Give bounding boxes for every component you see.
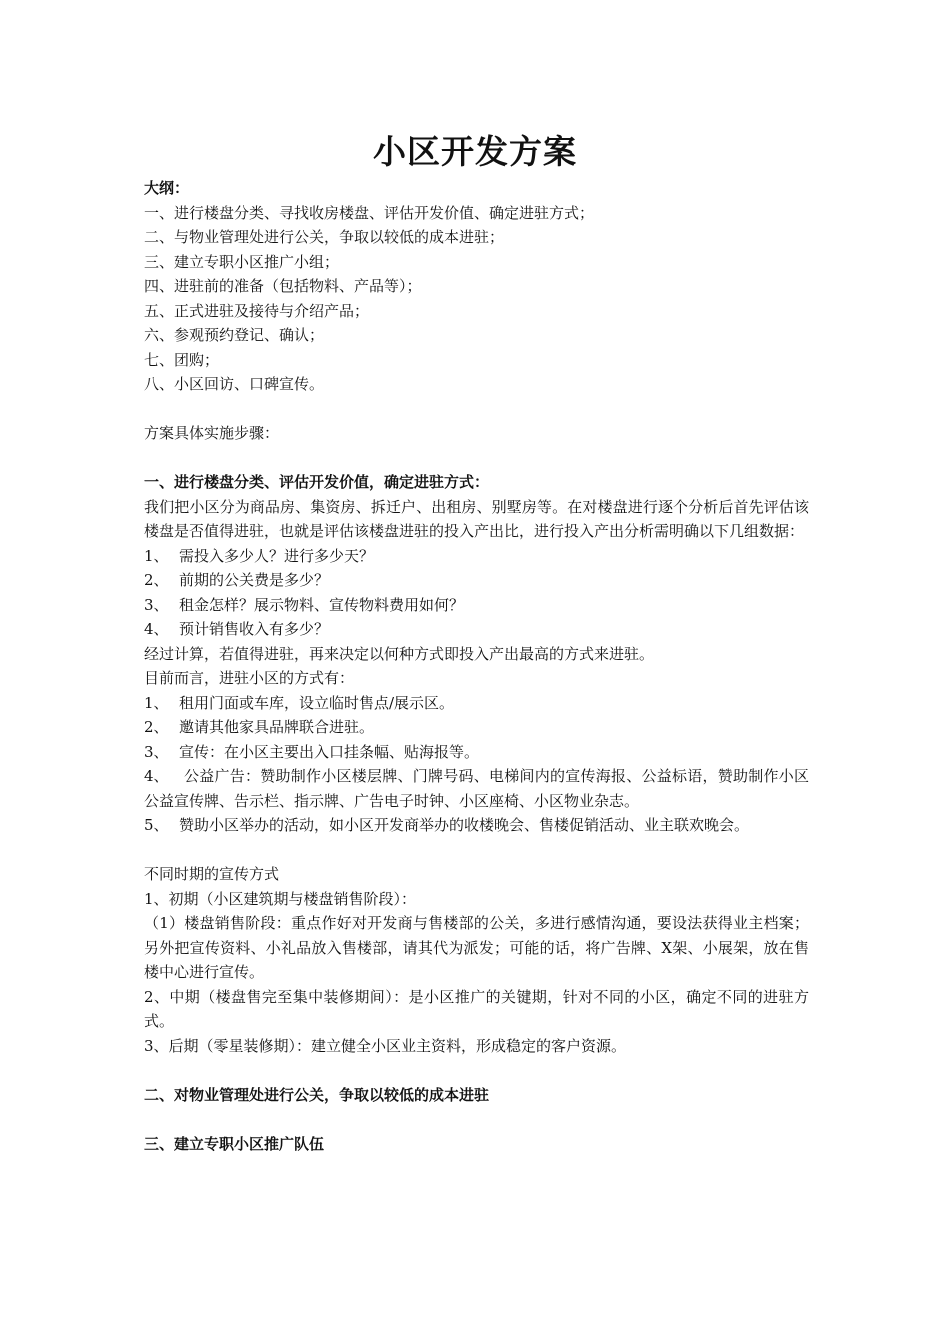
period-early: 1、初期（小区建筑期与楼盘销售阶段）： (144, 889, 417, 908)
question-text: 前期的公关费是多少？ (179, 571, 330, 589)
spacer (144, 838, 809, 863)
section-1-heading: 一、进行楼盘分类、评估开发价值，确定进驻方式： (144, 473, 490, 491)
periods-heading: 不同时期的宣传方式 (144, 865, 280, 883)
period-early-detail: （1）楼盘销售阶段：重点作好对开发商与售楼部的公关，多进行感情沟通，要设法获得业主档案；另外把宣传资料、小礼品放入售楼部，请其代为派发；可能的话，将广告牌、X架、小展架，放在售楼中心进行宣传。 (144, 914, 809, 981)
steps-intro: 方案具体实施步骤： (144, 424, 280, 442)
method-number: 2、 (144, 718, 169, 736)
outline-item: 四、进驻前的准备（包括物料、产品等）； (144, 277, 422, 295)
outline-item: 三、建立专职小区推广小组； (144, 252, 340, 271)
question-number: 2、 (144, 571, 169, 589)
outline-heading: 大纲： (144, 179, 190, 197)
method-number: 1、 (144, 693, 169, 712)
spacer (144, 1107, 809, 1132)
outline-item: 一、进行楼盘分类、寻找收房楼盘、评估开发价值、确定进驻方式； (144, 203, 595, 222)
question-item (144, 568, 809, 593)
methods-intro: 目前而言，进驻小区的方式有： (144, 669, 355, 687)
method-text: 赞助小区举办的活动，如小区开发商举办的收楼晚会、售楼促销活动、业主联欢晚会。 (179, 816, 750, 834)
outline-item: 二、与物业管理处进行公关，争取以较低的成本进驻； (144, 228, 505, 246)
method-item (144, 813, 809, 838)
method-item (144, 715, 809, 740)
question-text: 需投入多少人？进行多少天？ (179, 546, 375, 565)
method-item (144, 691, 809, 716)
document-body (144, 176, 809, 1156)
question-text: 预计销售收入有多少？ (179, 620, 330, 638)
document-title: 小区开发方案 (373, 132, 577, 171)
method-number: 3、 (144, 742, 169, 761)
question-item (144, 593, 809, 618)
method-number: 5、 (144, 816, 169, 834)
section-1-conclusion: 经过计算，若值得进驻，再来决定以何种方式即投入产出最高的方式来进驻。 (144, 644, 655, 663)
method-text: 邀请其他家具品牌联合进驻。 (179, 718, 375, 736)
period-late: 3、后期（零星装修期）：建立健全小区业主资料，形成稳定的客户资源。 (144, 1036, 627, 1055)
question-text: 租金怎样？展示物料、宣传物料费用如何？ (179, 595, 465, 614)
period-middle: 2、中期（楼盘售完至集中装修期间）：是小区推广的关键期，针对不同的小区，确定不同的进驻方式。 (144, 987, 809, 1030)
spacer (144, 446, 809, 471)
method-item (144, 740, 809, 765)
outline-item: 八、小区回访、口碑宣传。 (144, 375, 325, 393)
method-item (144, 764, 809, 813)
method-number: 4、 (144, 767, 169, 785)
section-2-heading: 二、对物业管理处进行公关，争取以较低的成本进驻 (144, 1085, 490, 1104)
question-number: 4、 (144, 620, 169, 638)
question-number: 1、 (144, 546, 169, 565)
question-item (144, 544, 809, 569)
outline-item: 六、参观预约登记、确认； (144, 326, 325, 344)
outline-item: 五、正式进驻及接待与介绍产品； (144, 301, 370, 320)
spacer (144, 397, 809, 422)
section-3-heading: 三、建立专职小区推广队伍 (144, 1134, 325, 1153)
section-1-intro: 我们把小区分为商品房、集资房、拆迁户、出租房、别墅房等。在对楼盘进行逐个分析后首先评估该楼盘是否值得进驻，也就是评估该楼盘进驻的投入产出比，进行投入产出分析需明确以下几组数据： (144, 497, 809, 540)
method-text: 宣传：在小区主要出入口挂条幅、贴海报等。 (179, 742, 480, 761)
spacer (144, 1058, 809, 1083)
method-text: 租用门面或车库，设立临时售点/展示区。 (179, 693, 455, 712)
outline-item: 七、团购； (144, 350, 220, 369)
question-item (144, 617, 809, 642)
method-text: 公益广告：赞助制作小区楼层牌、门牌号码、电梯间内的宣传海报、公益标语，赞助制作小区公益宣传牌、告示栏、指示牌、广告电子时钟、小区座椅、小区物业杂志。 (144, 767, 809, 810)
question-number: 3、 (144, 595, 169, 614)
